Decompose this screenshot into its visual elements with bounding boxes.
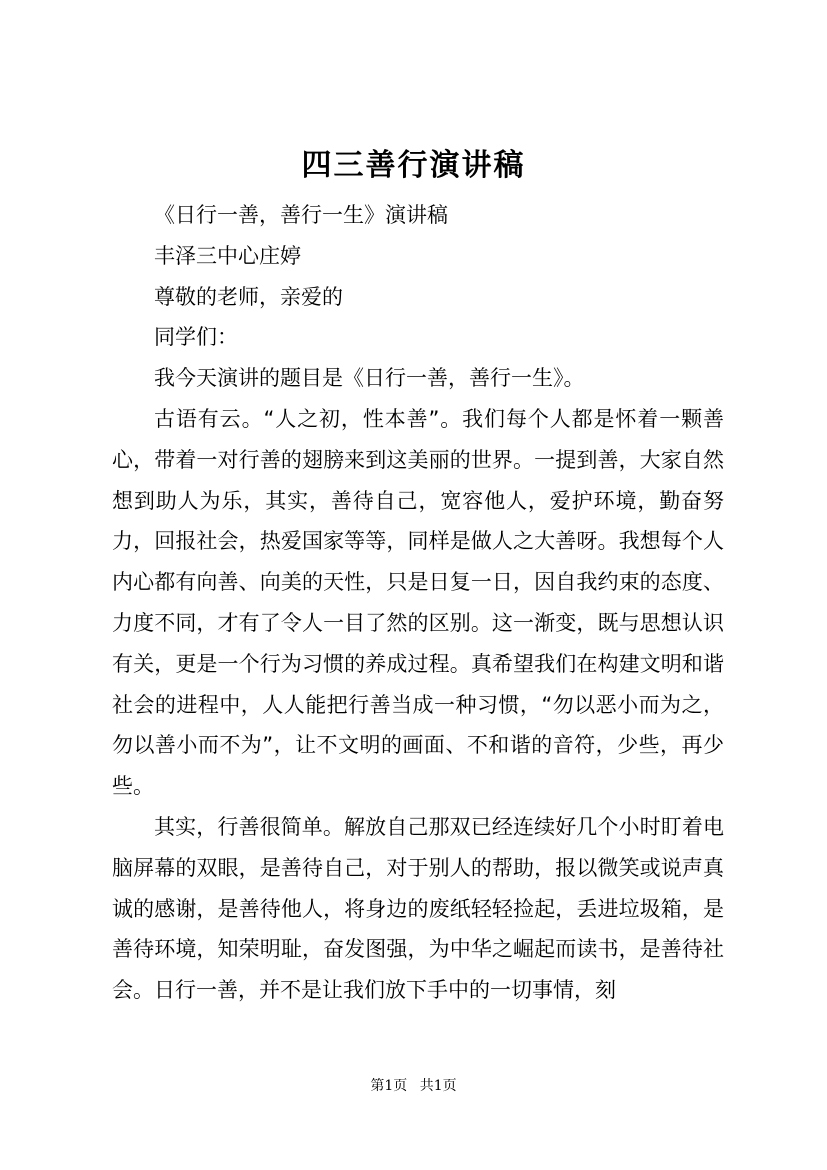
page-footer [0, 1076, 827, 1096]
body-paragraph: 古语有云。“人之初，性本善”。我们每个人都是怀着一颗善心，带着一对行善的翅膀来到这美丽的世界。一提到善，大家自然想到助人为乐，其实，善待自己，宽容他人，爱护环境，勤奋努力，回报社会，热爱国家等等，同样是做人之大善呀。我想每个人内心都有向善、向美的天性，只是日复一日，因自我约束的态度、力度不同，才有了令人一目了然的区别。这一渐变，既与思想认识有关，更是一个行为习惯的养成过程。真希望我们在构建文明和谐社会的进程中，人人能把行善当成一种习惯，“勿以恶小而为之，勿以善小而不为”，让不文明的画面、不和谐的音符，少些，再少些。 [112, 406, 724, 799]
document-title: 四三善行演讲稿 [301, 148, 526, 183]
document-body [112, 195, 724, 1011]
author-line: 丰泽三中心庄婷 [154, 243, 301, 268]
topic-paragraph: 我今天演讲的题目是《日行一善，善行一生》。 [154, 366, 585, 391]
page-total: 共1页 [419, 1078, 457, 1094]
salutation-line: 尊敬的老师，亲爱的 [154, 284, 343, 309]
speech-title-line: 《日行一善，善行一生》演讲稿 [154, 203, 448, 227]
salutation-line-2: 同学们： [154, 325, 238, 350]
body-paragraph: 其实，行善很简单。解放自己那双已经连续好几个小时盯着电脑屏幕的双眼，是善待自己，对于别人的帮助，报以微笑或说声真诚的感谢，是善待他人，将身边的废纸轻轻捡起，丢进垃圾箱，是善待环境，知荣明耻，奋发图强，为中华之崛起而读书，是善待社会。日行一善，并不是让我们放下手中的一切事情，刻 [112, 814, 724, 1003]
page-number: 第1页 [370, 1078, 408, 1094]
